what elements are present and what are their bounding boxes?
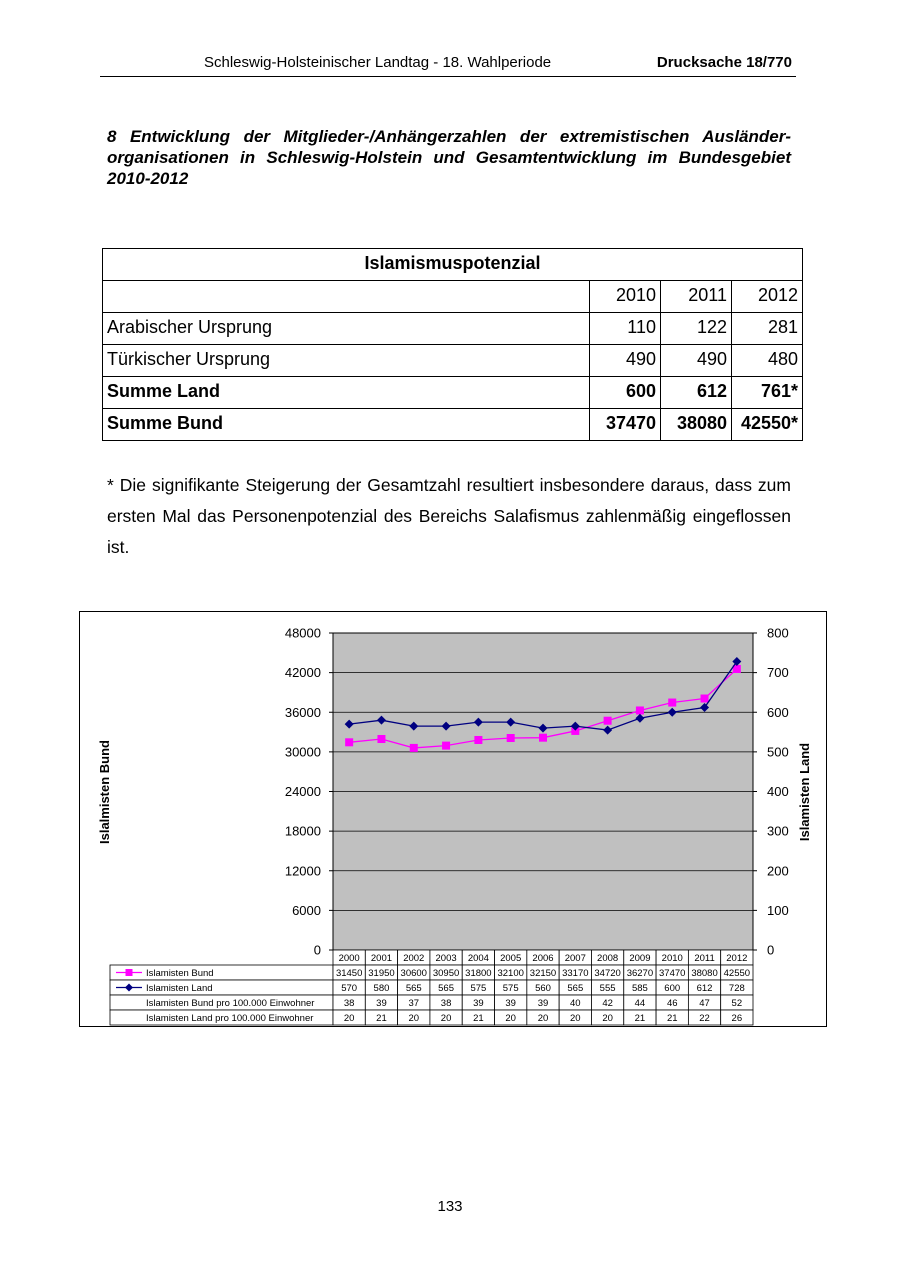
right-tick-label: 600	[767, 704, 789, 720]
table-value: 565	[567, 983, 584, 994]
table-value: 37470	[659, 968, 686, 979]
row-value: 37470	[590, 409, 661, 441]
left-tick-label: 12000	[284, 863, 321, 879]
table-value: 42	[602, 998, 613, 1009]
row-value: 38080	[661, 409, 732, 441]
table-value: 21	[473, 1013, 484, 1024]
row-label: Arabischer Ursprung	[103, 313, 590, 345]
right-tick-label: 400	[767, 784, 789, 799]
data-point	[636, 706, 644, 714]
row-value: 761*	[732, 377, 803, 409]
header-title: Schleswig-Holsteinischer Landtag - 18. Wahlperiode	[204, 54, 552, 71]
table-value: 575	[470, 983, 487, 994]
table-row	[103, 377, 803, 409]
table-value: 44	[634, 998, 646, 1009]
table-value: 20	[505, 1013, 516, 1024]
page-header	[100, 52, 796, 77]
category-label: 2000	[338, 953, 360, 964]
row-label: Summe Bund	[103, 409, 590, 441]
right-tick-label: 200	[767, 863, 789, 879]
left-tick-label: 30000	[284, 744, 321, 760]
table-value: 32100	[497, 968, 524, 979]
row-value: 281	[732, 313, 803, 345]
table-value: 21	[634, 1013, 646, 1024]
table-value: 555	[599, 983, 616, 994]
table-value: 39	[505, 998, 516, 1009]
table-value: 36270	[626, 968, 654, 979]
table-year-header: 2012	[732, 281, 803, 313]
table-value: 31800	[465, 968, 492, 979]
table-value: 30950	[432, 968, 460, 979]
table-corner-cell	[103, 281, 590, 313]
table-title: Islamismuspotenzial	[103, 249, 803, 281]
table-value: 33170	[562, 968, 589, 979]
table-row	[103, 345, 803, 377]
row-value: 110	[590, 313, 661, 345]
table-year-header: 2011	[661, 281, 732, 313]
table-value: 39	[537, 998, 549, 1009]
left-axis-title: Islalmisten Bund	[97, 739, 112, 845]
table-row-label: Islamisten Bund	[146, 968, 214, 979]
data-point	[701, 695, 709, 703]
page-number: 133	[437, 1198, 463, 1215]
table-cell	[110, 980, 333, 995]
table-value: 20	[602, 1013, 613, 1024]
table-value: 20	[343, 1013, 355, 1024]
left-tick-label: 48000	[284, 625, 321, 641]
left-tick-label: 6000	[292, 902, 321, 918]
chart-frame	[79, 611, 827, 1027]
header-doc-number: Drucksache 18/770	[656, 54, 792, 71]
table-value: 30600	[400, 968, 427, 979]
table-value: 22	[699, 1013, 710, 1024]
right-tick-label: 500	[767, 744, 789, 760]
row-value: 42550*	[732, 409, 803, 441]
table-value: 21	[376, 1013, 387, 1024]
category-label: 2004	[467, 953, 489, 964]
table-value: 560	[535, 983, 551, 994]
table-value: 32150	[529, 968, 557, 979]
potential-table	[102, 248, 803, 441]
data-point	[377, 735, 385, 743]
table-value: 575	[502, 983, 519, 994]
category-label: 2005	[500, 953, 522, 964]
category-label: 2012	[726, 953, 748, 964]
row-value: 490	[661, 345, 732, 377]
table-value: 612	[696, 983, 713, 994]
table-value: 40	[570, 998, 581, 1009]
row-label: Türkischer Ursprung	[103, 345, 590, 377]
table-value: 31450	[335, 968, 363, 979]
table-value: 20	[408, 1013, 420, 1024]
data-point	[604, 717, 612, 725]
right-axis-title: Islamisten Land	[797, 742, 812, 842]
data-point	[442, 742, 450, 750]
table-value: 42550	[723, 968, 751, 979]
table-value: 565	[405, 983, 422, 994]
table-value: 34720	[594, 968, 621, 979]
category-label: 2001	[370, 953, 393, 964]
table-row-label: Islamisten Bund pro 100.000 Einwohner	[146, 998, 315, 1009]
data-point	[345, 738, 353, 746]
table-value: 20	[537, 1013, 549, 1024]
table-value: 21	[666, 1013, 678, 1024]
table-value: 570	[341, 983, 358, 994]
table-value: 39	[473, 998, 484, 1009]
right-tick-label: 800	[767, 625, 789, 641]
table-year-header: 2010	[590, 281, 661, 313]
row-label: Summe Land	[103, 377, 590, 409]
row-value: 480	[732, 345, 803, 377]
table-row-label: Islamisten Land pro 100.000 Einwohner	[146, 1013, 314, 1024]
category-label: 2007	[564, 953, 586, 964]
category-label: 2002	[403, 953, 425, 964]
table-value: 46	[666, 998, 678, 1009]
table-value: 20	[440, 1013, 452, 1024]
data-point	[507, 734, 515, 742]
category-label: 2008	[597, 953, 619, 964]
table-value: 38	[343, 998, 355, 1009]
section-heading: 8 Entwicklung der Mitglieder-/Anhängerzahlen der extremistischen Ausländer-organisationen in Schleswig-Holstein und Gesamtentwicklung im Bundesgebiet 2010-2012	[107, 127, 791, 188]
left-tick-label: 36000	[284, 704, 321, 720]
chart	[80, 612, 826, 1026]
right-tick-label: 100	[767, 902, 789, 918]
category-label: 2011	[694, 953, 715, 964]
left-tick-label: 18000	[284, 823, 321, 839]
table-cell	[110, 965, 333, 980]
left-tick-label: 42000	[284, 665, 321, 681]
table-value: 728	[728, 983, 745, 994]
table-row-label: Islamisten Land	[146, 983, 213, 994]
category-label: 2010	[661, 953, 683, 964]
table-value: 37	[408, 998, 420, 1009]
table-value: 26	[731, 1013, 743, 1024]
data-point	[474, 736, 482, 744]
row-value: 600	[590, 377, 661, 409]
left-tick-label: 24000	[284, 784, 321, 799]
table-value: 39	[376, 998, 387, 1009]
table-value: 31950	[368, 968, 395, 979]
table-value: 47	[699, 998, 710, 1009]
data-point	[539, 734, 547, 742]
table-value: 20	[570, 1013, 581, 1024]
table-value: 38080	[691, 968, 718, 979]
row-value: 490	[590, 345, 661, 377]
table-value: 52	[731, 998, 743, 1009]
category-label: 2009	[629, 953, 651, 964]
table-value: 38	[440, 998, 452, 1009]
row-value: 612	[661, 377, 732, 409]
category-label: 2006	[532, 953, 554, 964]
footnote: * Die signifikante Steigerung der Gesamtzahl resultiert insbesondere daraus, dass zum ersten Mal das Personenpotenzial des Bereichs Salafismus zahlenmäßig eingeflossen ist.	[107, 475, 791, 557]
table-row	[103, 313, 803, 345]
table-value: 580	[373, 983, 390, 994]
table-row	[103, 409, 803, 441]
table-value: 600	[664, 983, 681, 994]
table-value: 565	[438, 983, 455, 994]
legend-marker	[126, 969, 133, 976]
right-tick-label: 0	[767, 942, 775, 958]
data-point	[668, 699, 676, 707]
data-point	[410, 744, 418, 752]
category-label: 2003	[435, 953, 457, 964]
right-tick-label: 300	[767, 823, 789, 839]
table-value: 585	[631, 983, 648, 994]
right-tick-label: 700	[767, 665, 789, 681]
row-value: 122	[661, 313, 732, 345]
left-tick-label: 0	[313, 942, 321, 958]
